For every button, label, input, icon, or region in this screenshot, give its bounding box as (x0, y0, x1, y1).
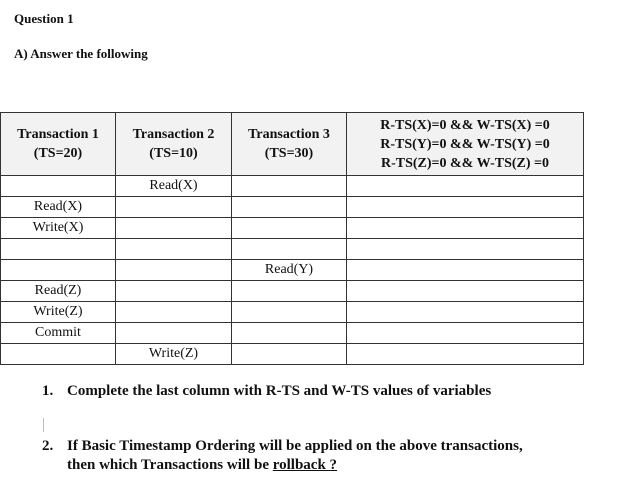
header-transaction-3 (232, 113, 347, 176)
table-cell (1, 176, 116, 197)
table-cell: Read(Z) (1, 281, 116, 302)
table-row (1, 260, 584, 281)
header-timestamp: (TS=20) (33, 146, 83, 161)
section-subtitle: A) Answer the following (14, 46, 148, 61)
table-cell: Read(X) (1, 197, 116, 218)
header-transaction-2 (116, 113, 232, 176)
table-cell (347, 281, 584, 302)
question-number: 1. (42, 383, 54, 399)
table-cell (1, 260, 116, 281)
table-cell (347, 239, 584, 260)
question-item-1 (42, 382, 491, 401)
table-cell (347, 344, 584, 365)
table-cell (347, 323, 584, 344)
table-header-row (1, 113, 584, 176)
table-cell (116, 260, 232, 281)
header-ts-y: R-TS(Y)=0 && W-TS(Y) =0 (380, 136, 550, 152)
table-cell (116, 239, 232, 260)
table-row (1, 176, 584, 197)
table-row (1, 281, 584, 302)
header-label: Transaction 3 (248, 127, 330, 142)
header-label: Transaction 2 (132, 127, 215, 142)
table-cell (232, 281, 347, 302)
table-cell (116, 218, 232, 239)
table-cell: Read(X) (116, 176, 232, 197)
table-cell (347, 176, 584, 197)
header-ts-z: R-TS(Z)=0 && W-TS(Z) =0 (380, 155, 549, 171)
table-cell (232, 197, 347, 218)
question-item-2 (42, 437, 523, 475)
table-cell (347, 197, 584, 218)
table-row (1, 197, 584, 218)
table-row (1, 323, 584, 344)
table-row (1, 239, 584, 260)
table-cell (232, 323, 347, 344)
question-number: 2. (42, 438, 54, 454)
question-title: Question 1 (14, 11, 74, 26)
header-ts-x: R-TS(X)=0 && W-TS(X) =0 (380, 117, 550, 133)
table-cell: Write(Z) (116, 344, 232, 365)
question-text-line-1: If Basic Timestamp Ordering will be applied on the above transactions, (67, 438, 523, 454)
table-cell (232, 176, 347, 197)
rollback-link[interactable]: rollback ? (272, 457, 338, 473)
table-cell (347, 218, 584, 239)
table-cell (232, 344, 347, 365)
table-row (1, 302, 584, 323)
question-text: Complete the last column with R-TS and W-TS values of variables (67, 383, 492, 399)
table-cell (347, 302, 584, 323)
header-timestamp: (TS=30) (264, 146, 314, 161)
table-cell: Commit (1, 323, 116, 344)
table-cell (116, 281, 232, 302)
table-cell (116, 197, 232, 218)
table-cell (1, 344, 116, 365)
table-cell (116, 323, 232, 344)
table-row (1, 344, 584, 365)
text-cursor-mark (43, 418, 44, 432)
table-cell: Write(Z) (1, 302, 116, 323)
table-cell (1, 239, 116, 260)
header-timestamps (347, 113, 584, 176)
table-cell (232, 218, 347, 239)
header-transaction-1 (1, 113, 116, 176)
timestamp-table (0, 112, 584, 365)
header-label: Transaction 1 (17, 127, 99, 142)
table-cell: Write(X) (1, 218, 116, 239)
table-row (1, 218, 584, 239)
table-cell (347, 260, 584, 281)
table-cell (232, 302, 347, 323)
table-cell: Read(Y) (232, 260, 347, 281)
table-cell (232, 239, 347, 260)
header-timestamp: (TS=10) (149, 146, 198, 161)
question-text-prefix: then which Transactions will be (67, 457, 273, 473)
table-cell (116, 302, 232, 323)
question-text-line-2 (42, 456, 523, 475)
